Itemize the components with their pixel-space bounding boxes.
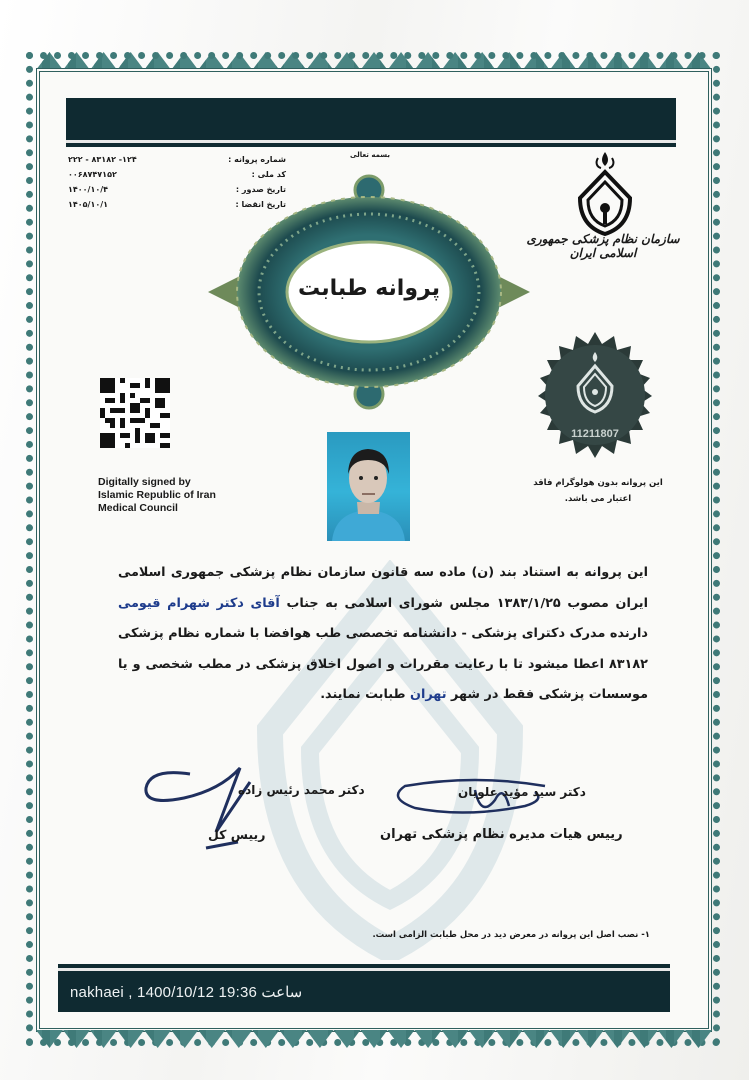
digital-signature-line2: Islamic Republic of Iran [98, 489, 216, 501]
hologram-seal-icon [530, 330, 660, 460]
hologram-note-line2: اعتبار می باشد. [564, 494, 632, 504]
body-text-part1: این پروانه به استناد بند (ن) ماده سه قانون سازمان نظام پزشکی جمهوری اسلامی ایران مصوب ۱۳۸۳/۱/۲۵ مجلس شورای اسلامی به جناب [118, 565, 648, 611]
qr-code[interactable] [100, 378, 170, 448]
certificate-title: پروانه طبابت [298, 276, 440, 301]
license-city: تهران [410, 687, 447, 702]
header-caption: بسمه تعالی [350, 151, 391, 159]
hologram-seal [530, 330, 660, 460]
info-row-license-number [68, 152, 286, 167]
hologram-number: 11211807 [571, 428, 619, 440]
hologram-note-line1: این پروانه بدون هولوگرام فاقد [533, 478, 663, 488]
digital-signature-note [98, 476, 248, 515]
print-stamp-bar [58, 968, 670, 1012]
organization-name: سازمان نظام پزشکی جمهوری اسلامی ایران [526, 232, 680, 260]
person-portrait-icon [327, 432, 410, 541]
display-requirement-note: ۱- نصب اصل این پروانه در معرض دید در محل طبابت الزامی است. [372, 930, 650, 940]
header-bar [66, 98, 676, 143]
license-body-text [118, 558, 648, 711]
qr-code-icon [100, 378, 170, 448]
title-medallion [208, 172, 530, 412]
license-number-label: شماره پروانه : [228, 155, 286, 164]
holder-title: آقای دکتر [216, 595, 280, 611]
right-signature-scribble [385, 770, 555, 830]
digital-signature-line3: Medical Council [98, 502, 178, 514]
issue-date-label: تاریخ صدور : [235, 185, 286, 194]
hologram-note [518, 475, 678, 507]
left-signatory-name: دکتر محمد رئیس زاده [238, 783, 365, 797]
right-signatory-title: رییس هیات مدیره نظام پزشکی تهران [380, 827, 623, 842]
expiry-date-label: تاریخ انقضا : [235, 200, 286, 209]
holder-photo [327, 432, 410, 541]
national-code-label: کد ملی : [251, 170, 286, 179]
expiry-date-value: ۱۴۰۵/۱۰/۱ [68, 200, 109, 209]
medical-council-emblem [560, 148, 650, 238]
national-code-value: ۰۰۶۸۷۴۷۱۵۲ [68, 170, 117, 179]
issue-date-value: ۱۴۰۰/۱۰/۴ [68, 185, 109, 194]
medical-council-logo-icon [560, 148, 650, 238]
license-number-value: ۲۲۲ - ۸۳۱۸۲ -۱۲۴ [68, 155, 137, 164]
print-stamp: nakhaei , 1400/10/12 19:36 ساعت [70, 983, 303, 1001]
body-text-part2: دارنده مدرک دکترای پزشکی - دانشنامه تخصصی طب هوافضا با شماره نظام پزشکی ۸۳۱۸۲ اعطا میشود تا با رعایت مقررات و اصول اخلاق پزشکی در مطب شخصی و یا موسسات پزشکی فقط در شهر [118, 626, 648, 702]
left-signatory-title: رییس کل [208, 827, 266, 842]
body-text-part3: طبابت نمایند. [320, 687, 411, 702]
holder-name: شهرام قیومی [118, 595, 210, 611]
digital-signature-line1: Digitally signed by [98, 476, 191, 488]
right-signatory-name: دکتر سید مؤید علویان [458, 785, 586, 799]
